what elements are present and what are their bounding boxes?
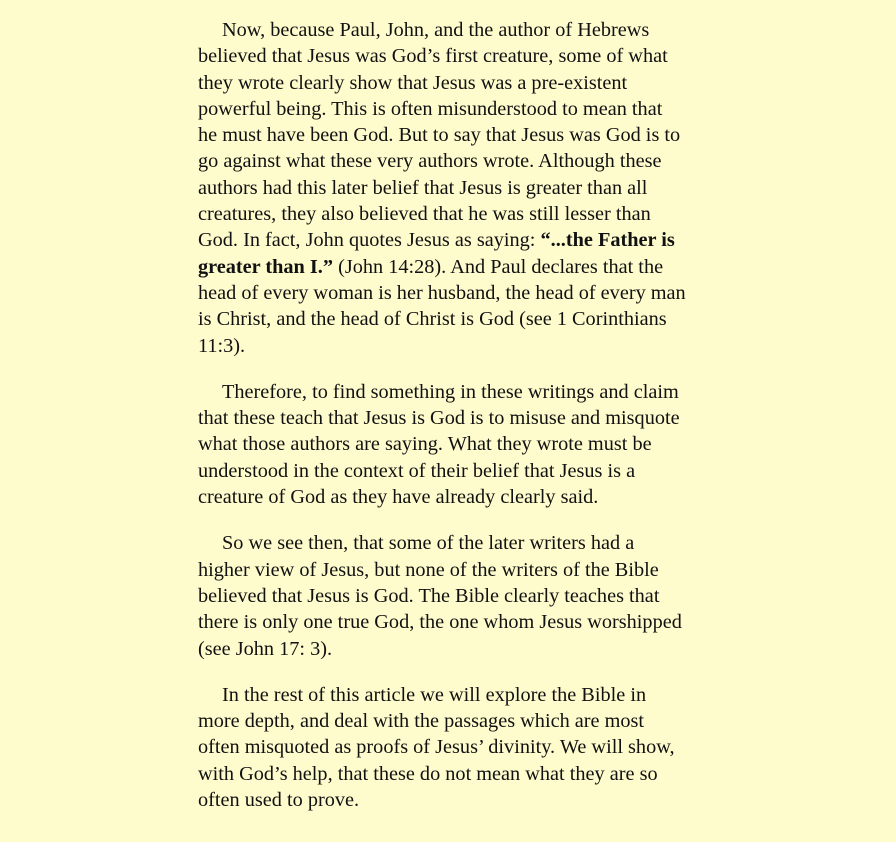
- article-body: [198, 17, 728, 833]
- text-line: what those authors are saying. What they wrote must be: [198, 433, 652, 456]
- text-line: 11:3).: [198, 334, 246, 357]
- paragraph-3: [198, 530, 728, 661]
- text-line: he must have been God. But to say that Jesus was God is to: [198, 124, 681, 147]
- text-line: head of every woman is her husband, the head of every man: [198, 281, 686, 304]
- paragraph-4: [198, 682, 728, 813]
- text-line: understood in the context of their belief that Jesus is a: [198, 459, 636, 482]
- paragraph-1: [198, 17, 728, 359]
- text-line: [198, 227, 728, 253]
- text-line: [198, 254, 728, 280]
- text-line: believed that Jesus was God’s first creature, some of what: [198, 45, 668, 68]
- text-line: that these teach that Jesus is God is to misuse and misquote: [198, 407, 680, 430]
- text-line: creatures, they also believed that he was still lesser than: [198, 203, 651, 226]
- quote-bold: “...the Father is: [540, 229, 675, 252]
- text-line: Therefore, to find something in these writings and claim: [222, 380, 679, 403]
- line-text: (John 14:28). And Paul declares that the: [333, 255, 664, 278]
- text-line: authors had this later belief that Jesus is greater than all: [198, 176, 648, 199]
- text-line: more depth, and deal with the passages which are most: [198, 710, 645, 733]
- text-line: go against what these very authors wrote. Although these: [198, 150, 662, 173]
- text-line: So we see then, that some of the later writers had a: [222, 532, 635, 555]
- text-line: often misquoted as proofs of Jesus’ divinity. We will show,: [198, 736, 675, 759]
- text-line: higher view of Jesus, but none of the writers of the Bible: [198, 558, 659, 581]
- text-line: In the rest of this article we will explore the Bible in: [222, 683, 647, 706]
- text-line: creature of God as they have already clearly said.: [198, 486, 599, 509]
- line-text: God. In fact, John quotes Jesus as saying:: [198, 229, 541, 252]
- text-line: often used to prove.: [198, 789, 360, 812]
- quote-bold: greater than I.”: [198, 255, 334, 278]
- text-line: they wrote clearly show that Jesus was a pre-existent: [198, 71, 628, 94]
- paragraph-2: [198, 379, 728, 510]
- text-line: is Christ, and the head of Christ is God (see 1 Corinthians: [198, 308, 667, 331]
- text-line: believed that Jesus is God. The Bible clearly teaches that: [198, 584, 660, 607]
- text-line: with God’s help, that these do not mean what they are so: [198, 762, 658, 785]
- text-line: Now, because Paul, John, and the author of Hebrews: [222, 19, 650, 41]
- text-line: there is only one true God, the one whom Jesus worshipped: [198, 611, 682, 634]
- text-line: powerful being. This is often misunderstood to mean that: [198, 97, 663, 120]
- text-line: (see John 17: 3).: [198, 637, 333, 660]
